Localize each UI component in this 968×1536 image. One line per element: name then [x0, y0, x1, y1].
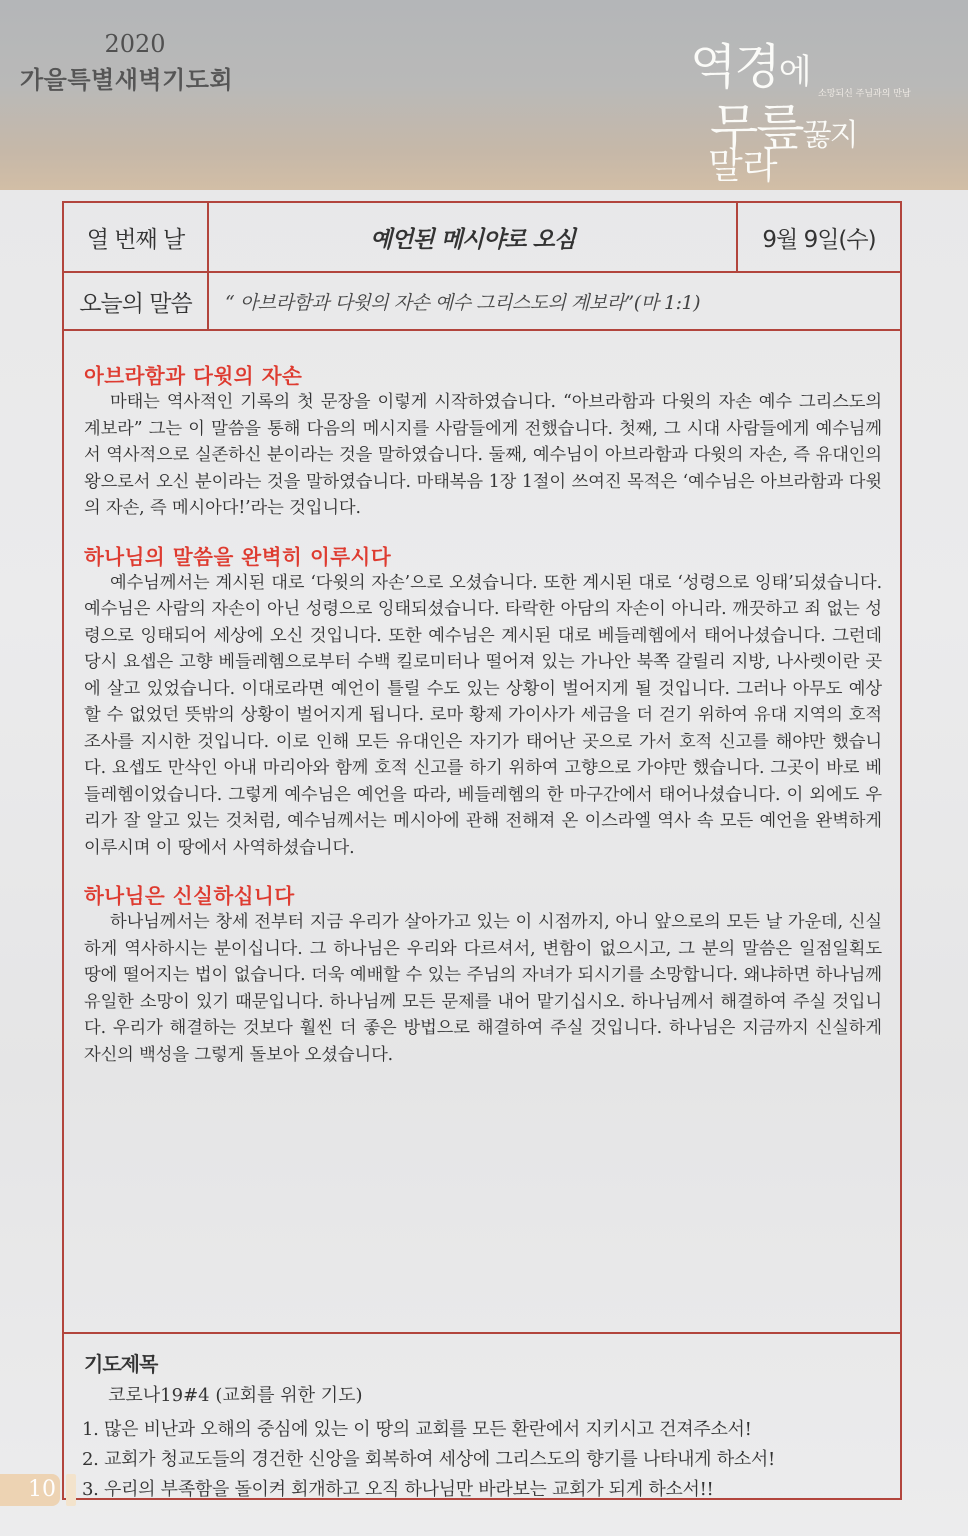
- section-text: 하나님께서는 창세 전부터 지금 우리가 살아가고 있는 이 시점까지, 아니 앞으로의 모든 날 가운데, 신실하게 역사하시는 분이십니다. 그 하나님은 우리와 다르셔서, 변함이 없으시고, 그 분의 말씀은 일점일획도 땅에 떨어지는 법이 없습니다. 더욱 예배할 수 있는 주님의 자녀가 되시기를 소망합니다. 왜냐하면 하나님께 유일한 소망이 있기 때문입니다. 하나님께 모든 문제를 내어 맡기십시오. 하나님께서 해결하여 주실 것입니다. 우리가 해결하는 것보다 훨씬 더 좋은 방법으로 해결하여 주실 것입니다. 하나님은 지금까지 신실하게 자신의 백성을 그렇게 돌보아 오셨습니다.: [84, 912, 882, 1065]
- prayer-section: [64, 1332, 900, 1505]
- prayer-item: 2. 교회가 청교도들의 경건한 신앙을 회복하여 세상에 그리스도의 향기를 나타내게 하소서!: [82, 1449, 775, 1470]
- section-heading: 하나님의 말씀을 완벽히 이루시다: [84, 544, 392, 569]
- logo-line-1-big: 역경: [690, 39, 779, 95]
- logo-line-2-big: 무릎: [710, 99, 803, 157]
- section-1: [84, 363, 882, 522]
- section-2: [84, 544, 882, 862]
- section-heading: 하나님은 신실하십니다: [84, 884, 295, 908]
- day-label: 열 번째 날: [64, 203, 209, 271]
- prayer-item: 1. 많은 비난과 오해의 중심에 있는 이 땅의 교회를 모든 환란에서 지키시고 건져주소서!: [82, 1419, 752, 1440]
- logo-line-1: [690, 28, 810, 97]
- verse-text: “ 아브라함과 다윗의 자손 예수 그리스도의 계보라”(마 1:1): [225, 291, 701, 314]
- header-row-verse: [64, 273, 900, 331]
- prayer-list: [84, 1415, 900, 1505]
- logo-line-2-small: 꿇지: [802, 118, 857, 153]
- year-label: 2020: [104, 30, 166, 58]
- section-text: 마태는 역사적인 기록의 첫 문장을 이렇게 시작하였습니다. “아브라함과 다윗의 자손 예수 그리스도의 계보라” 그는 이 말씀을 통해 다음의 메시지를 사람들에게 전했습니다. 첫째, 그 시대 사람들에게 예수님께서 역사적으로 실존하신 분이라는 것을 말하였습니다. 둘째, 예수님이 아브라함과 다윗의 자손, 즉 유대인의 왕으로서 오신 분이라는 것을 말하였습니다. 마태복음 1장 1절이 쓰여진 목적은 ‘예수님은 아브라함과 다윗의 자손, 즉 메시아다!’라는 것입니다.: [84, 392, 882, 518]
- event-title: 가을특별새벽기도회: [20, 65, 234, 94]
- logo-line-3: 말라: [708, 146, 778, 187]
- header-banner: [0, 0, 968, 190]
- page-number: 10: [0, 1474, 60, 1506]
- prayer-item: 3. 우리의 부족함을 돌이켜 회개하고 오직 하나님만 바라보는 교회가 되게 하소서!!: [82, 1479, 714, 1500]
- verse-label: 오늘의 말씀: [64, 273, 209, 329]
- section-text: 예수님께서는 계시된 대로 ‘다윗의 자손’으로 오셨습니다. 또한 계시된 대로 ‘성령으로 잉태’되셨습니다. 예수님은 사람의 자손이 아닌 성령으로 잉태되셨습니다. 타락한 아담의 자손이 아니라. 깨끗하고 죄 없는 성령으로 잉태되어 세상에 오신 것입니다. 또한 예수님은 계시된 대로 베들레헴에서 태어나셨습니다. 그런데 당시 요셉은 고향 베들레헴으로부터 수백 킬로미터나 떨어져 있는 가나안 북쪽 갈릴리 지방, 나사렛이란 곳에 살고 있었습니다. 이대로라면 예언이 틀릴 수도 있는 상황이 벌어지게 될 것입니다. 그러나 아무도 예상할 수 없었던 뜻밖의 상황이 벌어지게 됩니다. 로마 황제 가이사가 세금을 더 걷기 위하여 유대 지역의 호적 조사를 지시한 것입니다. 이로 인해 모든 유대인은 자기가 태어난 곳으로 가서 호적 신고를 해야만 했습니다. 요셉도 만삭인 아내 마리아와 함께 호적 신고를 하기 위하여 고향으로 가야만 했습니다. 그곳이 바로 베들레헴이었습니다. 그렇게 예수님은 예언을 따라, 베들레헴의 한 마구간에서 태어나셨습니다. 이 외에도 우리가 잘 알고 있는 것처럼, 예수님께서는 메시아에 관해 전해져 온 이스라엘 역사 속 모든 예언을 완벽하게 이루시며 이 땅에서 사역하셨습니다.: [84, 572, 882, 858]
- logo-line-1-small: 에: [778, 52, 810, 92]
- page-tab-marker: [66, 1474, 76, 1506]
- header-row-title: [64, 203, 900, 273]
- date-label: 9월 9일(수): [762, 226, 876, 253]
- section-heading: 아브라함과 다윗의 자손: [84, 364, 303, 388]
- section-3: [84, 883, 882, 1068]
- devotional-frame: [62, 201, 902, 1500]
- prayer-heading: 기도제목: [84, 1352, 158, 1376]
- devotional-body: [84, 363, 882, 1090]
- series-logo: [690, 20, 960, 190]
- devotional-title: 예언된 메시야로 오심: [209, 203, 738, 271]
- prayer-topic: 코로나19#4 (교회를 위한 기도): [108, 1385, 363, 1406]
- logo-subtitle: 소망되신 주님과의 만남: [818, 89, 911, 99]
